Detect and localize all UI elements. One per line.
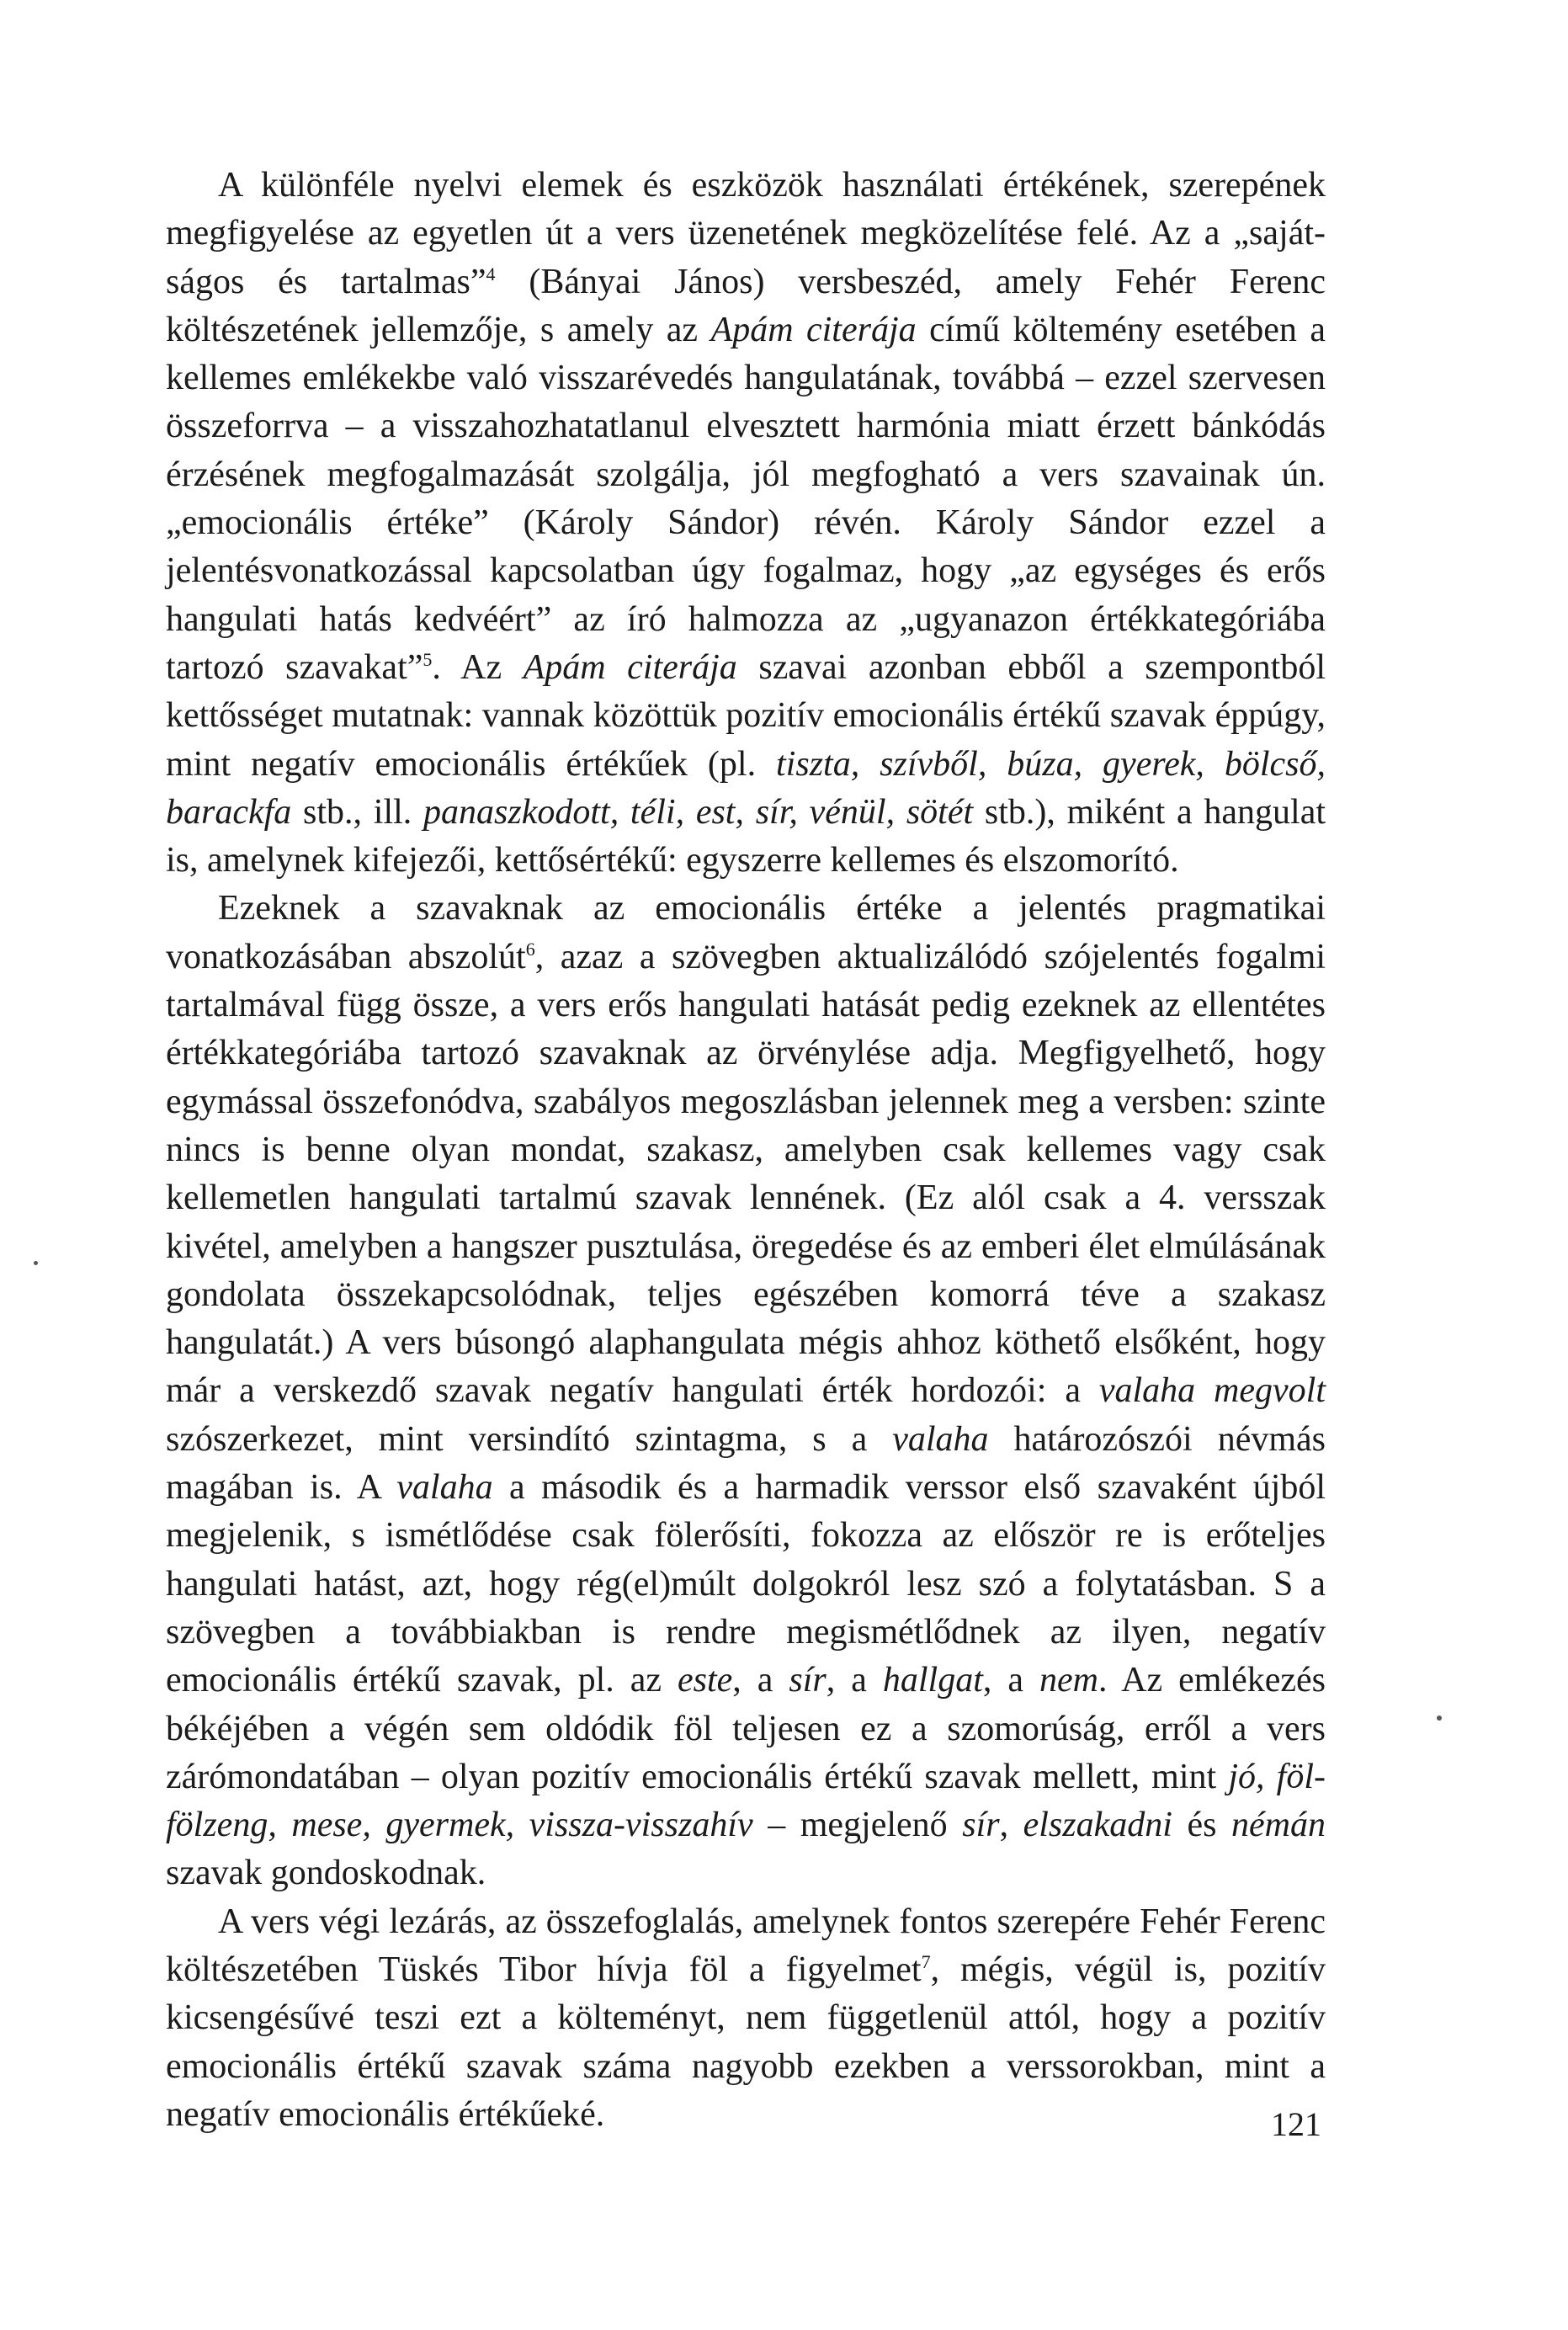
text-run: , a xyxy=(826,1661,883,1700)
text-run: , mégis, végül is, pozitív kicsengésűvé teszi ezt a költeményt, nem függetlenül attól, hogy a pozitív emocionális értékű szavak száma nagyobb ezekben a verssorokban, mint a negatív emocionális értékűeké. xyxy=(166,1950,1326,2134)
paragraph-3 xyxy=(166,1898,1326,2139)
text-run: , a xyxy=(732,1661,789,1700)
text-run: , a xyxy=(982,1661,1039,1700)
italic-term: valaha xyxy=(396,1468,493,1508)
italic-term: sír xyxy=(962,1806,1000,1845)
footnote-ref: 7 xyxy=(921,1950,931,1972)
text-run: című költemény esetében a kellemes emlékekbe való visszarévedés hangulatának, továbbá – ezzel szervesen összeforrva – a visszahozhatatlanul elvesztett harmónia miatt érzett bánkódás érzésének megfogalmazását szolgálja, jól megfogható a vers szavainak ún. „emocionális értéke” (Károly Sándor) révén. Károly Sándor ezzel a jelentésvonatkozással kapcsolatban úgy fogalmaz, hogy „az egységes és erős hangulati hatás kedvéért” az író halmozza az „ugyanazon értékkategóriába tartozó szavakat” xyxy=(166,310,1326,687)
text-run: A különféle nyelvi elemek és eszközök használati értékének, szerepének megfigyelése az egyetlen út a vers üzenetének megközelítése felé. Az a „saját-ságos és tartalmas” xyxy=(166,166,1326,301)
footnote-ref: 4 xyxy=(486,263,496,285)
footnote-ref: 5 xyxy=(423,648,433,670)
text-run: határozószói névmás magában is. A xyxy=(166,1419,1326,1508)
text-run: Ezeknek a szavaknak az emocionális értéke a jelentés pragmatikai vonatkozásában abszolút xyxy=(166,889,1326,976)
text-run: stb.), miként a hangulat is, amelynek kifejezői, kettősértékű: egyszerre kellemes és elszomorító. xyxy=(166,792,1326,880)
italic-term: némán xyxy=(1231,1806,1326,1845)
text-run: . Az emlékezés békéjében a végén sem oldódik föl teljesen ez a szomorúság, erről a vers zárómondatában – olyan pozitív emocionális értékű szavak mellett, mint xyxy=(166,1661,1326,1796)
italic-term: valaha xyxy=(892,1419,989,1459)
italic-term: sír xyxy=(789,1661,827,1700)
text-run: szószerkezet, mint versindító szintagma, s a xyxy=(166,1419,893,1459)
text-run: A vers végi lezárás, az összefoglalás, amelynek fontos szerepére Fehér Ferenc költészetében Tüskés Tibor hívja föl a figyelmet xyxy=(166,1902,1326,1989)
italic-term: panaszkodott, téli, est, sír, vénül, sötét xyxy=(423,792,974,832)
text-run: – megjelenő xyxy=(752,1806,963,1845)
page-number: 121 xyxy=(1271,2105,1321,2143)
text-run: , azaz a szövegben aktualizálódó szójelentés fogalmi tartalmával függ össze, a vers erős hangulati hatását pedig ezeknek az ellentétes értékkategóriába tartozó szavaknak az örvénylése adja. Megfigyelhető, hogy egymással összefonódva, szabályos megoszlásban jelennek meg a versben: szinte nincs is benne olyan mondat, szakasz, amelyben csak kellemes vagy csak kellemetlen hangulati tartalmú szavak lennének. (Ez alól csak a 4. versszak kivétel, amelyben a hangszer pusztulása, öregedése és az emberi élet elmúlásának gondolata összekapcsolódnak, teljes egészében komorrá téve a szakasz hangulatát.) A vers búsongó alaphangulata mégis ahhoz köthető elsőként, hogy már a verskezdő szavak negatív hangulati érték hordozói: a xyxy=(166,937,1326,1411)
italic-term: elszakadni xyxy=(1023,1806,1172,1845)
italic-term: tiszta, szívből, búza, gyerek, bölcső, barackfa xyxy=(166,744,1326,832)
text-run: . Az xyxy=(432,647,524,687)
text-run: és xyxy=(1172,1806,1232,1845)
text-run: szavai azonban ebből a szempontból kettősséget mutatnak: vannak közöttük pozitív emocionális értékű szavak éppúgy, mint negatív emocionális értékűek (pl. xyxy=(166,647,1326,784)
paragraph-2 xyxy=(166,885,1326,1897)
italic-term: este xyxy=(678,1661,733,1700)
body-text xyxy=(166,162,1326,2139)
scan-speck xyxy=(34,1261,38,1265)
italic-term: Apám citerája xyxy=(523,647,737,687)
footnote-ref: 6 xyxy=(525,938,535,960)
italic-term: nem xyxy=(1039,1661,1098,1700)
text-run: (Bányai János) versbeszéd, amely Fehér Ferenc költészetének jellemzője, s amely az xyxy=(166,262,1326,349)
text-run: stb., ill. xyxy=(291,792,424,832)
italic-term: Apám citerája xyxy=(710,310,917,349)
italic-term: valaha megvolt xyxy=(1098,1371,1326,1411)
paragraph-1 xyxy=(166,162,1326,885)
italic-term: hallgat xyxy=(882,1661,983,1700)
text-run: , xyxy=(999,1806,1023,1845)
italic-term: jó, föl-fölzeng, mese, gyermek, vissza-visszahív xyxy=(166,1757,1326,1845)
scan-speck xyxy=(1437,1716,1442,1721)
text-run: szavak gondoskodnak. xyxy=(166,1854,486,1893)
text-run: a második és a harmadik verssor első szavaként újból megjelenik, s ismétlődése csak fölerősíti, fokozza az először re is erőteljes hangulati hatást, azt, hogy rég(el)múlt dolgokról lesz szó a folytatásban. S a szövegben a továbbiakban is rendre megismétlődnek az ilyen, negatív emocionális értékű szavak, pl. az xyxy=(166,1468,1326,1700)
